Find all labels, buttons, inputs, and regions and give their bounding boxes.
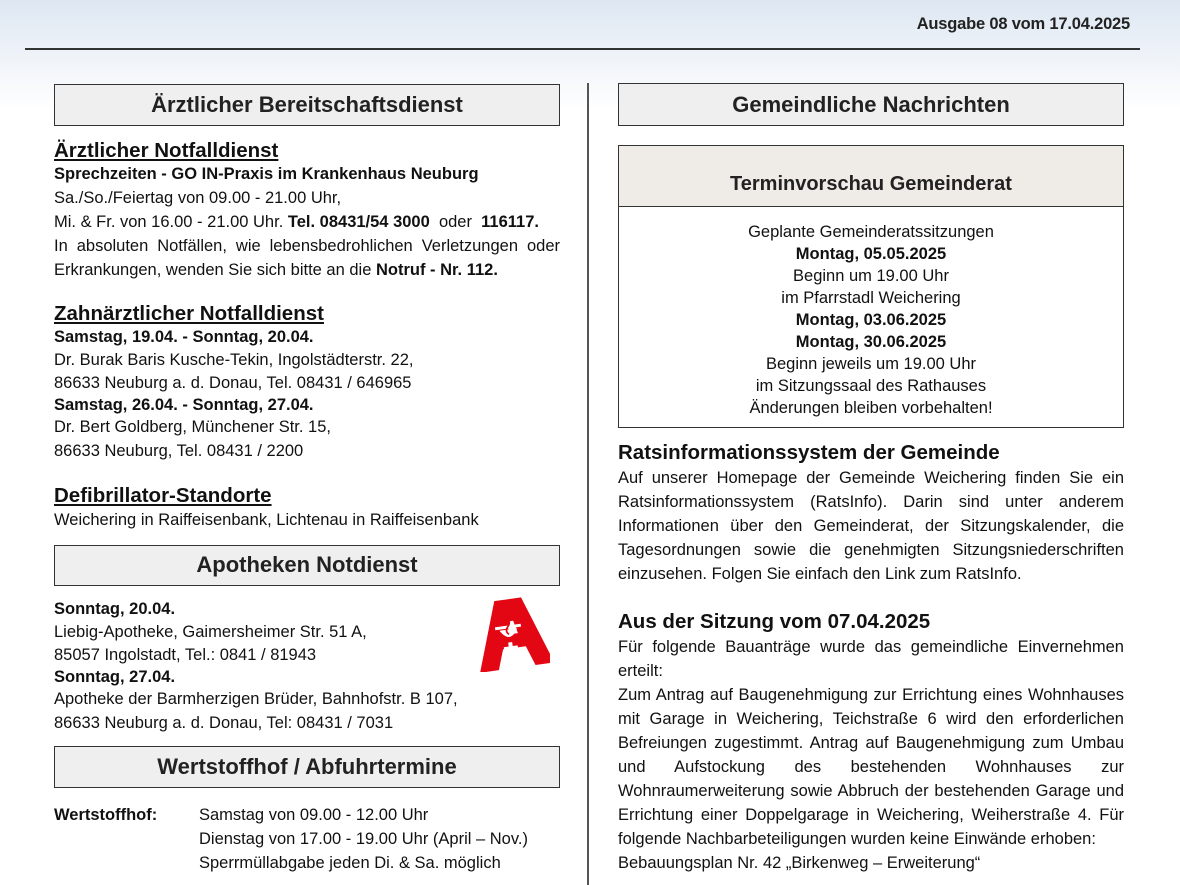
sitzung-title: Aus der Sitzung vom 07.04.2025 — [618, 610, 931, 633]
zahn-address-2a: Dr. Bert Goldberg, Münchener Str. 15, — [54, 418, 331, 436]
termin-date-2: Montag, 03.06.2025 — [795, 311, 947, 329]
notfall-title: Ärztlicher Notfalldienst — [54, 139, 279, 162]
zahn-address-1b: 86633 Neuburg a. d. Donau, Tel. 08431 / 646965 — [54, 374, 412, 392]
zahn-date-1: Samstag, 19.04. - Sonntag, 20.04. — [54, 328, 314, 346]
rats-title: Ratsinformationssystem der Gemeinde — [618, 441, 1000, 464]
termin-line-4: im Pfarrstadl Weichering — [781, 289, 961, 307]
apotheke-date-1: Sonntag, 20.04. — [54, 600, 176, 618]
zahn-address-1a: Dr. Burak Baris Kusche-Tekin, Ingolstädterstr. 22, — [54, 351, 414, 369]
wertstoff-heading: Wertstoffhof / Abfuhrtermine — [54, 746, 560, 788]
notfall-phone: Tel. 08431/54 3000 — [287, 213, 430, 231]
notfall-line3 — [54, 234, 560, 282]
defi-text: Weichering in Raiffeisenbank, Lichtenau in Raiffeisenbank — [54, 511, 479, 529]
notfall-section — [54, 139, 560, 282]
nachrichten-heading: Gemeindliche Nachrichten — [618, 83, 1124, 126]
notfall-line2 — [54, 210, 560, 234]
zahn-date-2: Samstag, 26.04. - Sonntag, 27.04. — [54, 396, 314, 414]
notruf-number: Notruf - Nr. 112. — [375, 261, 498, 279]
termin-date-3: Montag, 30.06.2025 — [795, 333, 947, 351]
apotheke-address-1a: Liebig-Apotheke, Gaimersheimer Str. 51 A, — [54, 623, 367, 641]
zahn-address-2b: 86633 Neuburg, Tel. 08431 / 2200 — [54, 442, 304, 460]
apotheke-address-2b: 86633 Neuburg a. d. Donau, Tel: 08431 / 7031 — [54, 714, 394, 732]
rats-text: Auf unserer Homepage der Gemeinde Weichering finden Sie ein Ratsinformationssystem (RatsInfo). Darin sind unter anderem Informationen über den Gemeinderat, der Sitzungskalender, die Tagesordnungen sowie die genehmigten Sitzungsniederschriften einzusehen. Folgen Sie einfach den Link zum RatsInfo. — [618, 469, 1124, 583]
notfall-hours: Mi. & Fr. von 16.00 - 21.00 Uhr. — [54, 213, 288, 231]
termin-line-9: Änderungen bleiben vorbehalten! — [749, 399, 993, 417]
wertstoff-sperrmuell: Sperrmüllabgabe jeden Di. & Sa. möglich — [199, 854, 501, 872]
zahn-title: Zahnärztlicher Notfalldienst — [54, 302, 324, 325]
sitzung-next-item: Bebauungsplan Nr. 42 „Birkenweg – Erweiterung“ — [618, 854, 981, 872]
bereitschaft-heading: Ärztlicher Bereitschaftsdienst — [54, 84, 560, 126]
rats-section — [618, 440, 1124, 586]
notfall-subtitle: Sprechzeiten - GO IN-Praxis im Krankenhaus Neuburg — [54, 165, 479, 183]
terminvorschau-body — [619, 207, 1123, 427]
apotheken-heading: Apotheken Notdienst — [54, 545, 560, 586]
wertstoff-hours-1: Samstag von 09.00 - 12.00 Uhr — [199, 806, 429, 824]
defi-title: Defibrillator-Standorte — [54, 484, 272, 507]
defi-section — [54, 484, 560, 532]
apotheke-address-2a: Apotheke der Barmherzigen Brüder, Bahnhofstr. B 107, — [54, 690, 458, 708]
issue-date: Ausgabe 08 vom 17.04.2025 — [916, 15, 1130, 33]
apotheken-section — [54, 598, 560, 735]
notfall-number: 116117. — [481, 213, 539, 231]
notfall-or: oder — [429, 213, 482, 231]
termin-line-8: im Sitzungssaal des Rathauses — [755, 377, 987, 395]
notfall-note: In absoluten Notfällen, wie lebensbedrohlichen Verletzungen oder Erkrankungen, wenden Sie sich bitte an die — [54, 237, 560, 279]
sitzung-text: Zum Antrag auf Baugenehmigung zur Errichtung eines Wohnhauses mit Garage in Weichering, Teichstraße 6 wird den erforderlichen Befreiungen zugestimmt. Antrag auf Baugenehmigung zum Umbau und Aufstockung des bestehenden Wohnhauses zur Wohnraumerweiterung sowie Abbruch der bestehenden Garage und Errichtung einer Doppelgarage in Weichering, Weiherstraße 4. Für folgende Nachbarbeteiligungen wurden keine Einwände erhoben: — [618, 686, 1124, 848]
wertstoff-row-1 — [54, 803, 560, 827]
termin-date-1: Montag, 05.05.2025 — [795, 245, 947, 263]
notfall-line1: Sa./So./Feiertag von 09.00 - 21.00 Uhr, — [54, 189, 342, 207]
termin-line-3: Beginn um 19.00 Uhr — [793, 267, 949, 285]
right-column — [618, 83, 1124, 875]
apotheke-address-1b: 85057 Ingolstadt, Tel.: 0841 / 81943 — [54, 646, 317, 664]
apotheke-a-logo-icon — [474, 596, 550, 672]
wertstoff-row-3 — [54, 851, 560, 875]
terminvorschau-box — [618, 145, 1124, 428]
sitzung-intro: Für folgende Bauanträge wurde das gemeindliche Einvernehmen erteilt: — [618, 638, 1124, 680]
sitzung-section — [618, 609, 1124, 875]
wertstoff-section — [54, 803, 560, 875]
termin-line-7: Beginn jeweils um 19.00 Uhr — [765, 355, 977, 373]
header-divider — [25, 48, 1140, 50]
termin-line-1: Geplante Gemeinderatssitzungen — [748, 223, 994, 241]
zahn-section — [54, 302, 560, 463]
wertstoff-label: Wertstoffhof: — [54, 806, 158, 824]
wertstoff-hours-2: Dienstag von 17.00 - 19.00 Uhr (April – Nov.) — [199, 830, 528, 848]
left-column — [54, 84, 560, 875]
terminvorschau-title: Terminvorschau Gemeinderat — [619, 146, 1123, 207]
column-divider — [587, 83, 589, 885]
wertstoff-row-2 — [54, 827, 560, 851]
apotheke-date-2: Sonntag, 27.04. — [54, 668, 176, 686]
